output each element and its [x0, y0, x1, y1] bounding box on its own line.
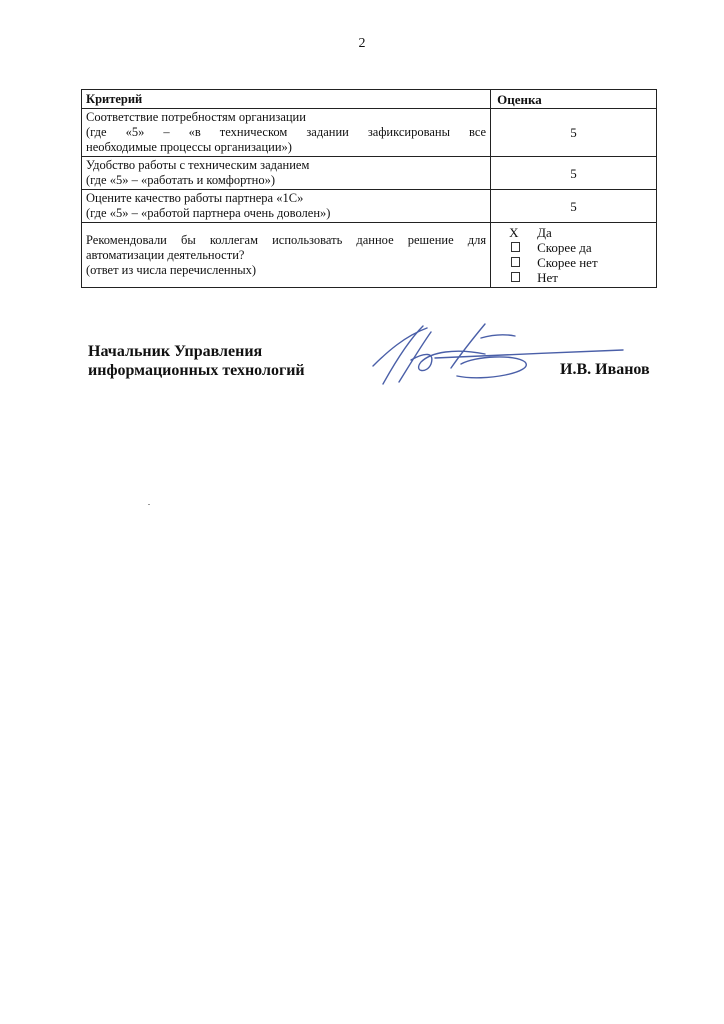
scan-speck [148, 504, 150, 505]
checkbox-icon[interactable] [511, 242, 520, 252]
question-line: Рекомендовали бы коллегам использовать данное решение для [86, 232, 487, 247]
option-label: Скорее да [537, 240, 592, 255]
criterion-line: Соответствие потребностям организации [86, 110, 306, 124]
selected-x-mark: X [509, 225, 519, 240]
recommend-options-cell [491, 223, 657, 288]
option-rather-yes[interactable] [509, 240, 652, 255]
criterion-line: (где «5» – «в техническом задании зафиксированы все [86, 125, 487, 139]
question-line: (ответ из числа перечисленных) [86, 262, 257, 277]
criterion-header: Критерий [82, 90, 491, 109]
criterion-cell [82, 190, 491, 223]
score-cell: 5 [491, 190, 657, 223]
option-no[interactable] [509, 270, 652, 285]
checkbox-icon[interactable] [511, 257, 520, 267]
option-rather-no[interactable] [509, 255, 652, 270]
table-row [82, 223, 657, 288]
page-number: 2 [358, 36, 366, 51]
signer-name: И.В. Иванов [560, 361, 650, 378]
signer-position [88, 342, 305, 380]
handwritten-signature [365, 318, 625, 390]
criterion-line: Оцените качество работы партнера «1С» [86, 191, 304, 205]
criterion-cell [82, 157, 491, 190]
position-line: информационных технологий [88, 362, 305, 379]
criterion-line: (где «5» – «работать и комфортно») [86, 173, 275, 187]
answer-options [495, 223, 652, 285]
checkbox-icon[interactable] [511, 272, 520, 282]
recommend-question-cell [82, 223, 491, 288]
option-label: Нет [537, 270, 558, 285]
criteria-table [81, 89, 657, 288]
position-line: Начальник Управления [88, 343, 263, 360]
criterion-line: необходимые процессы организации») [86, 140, 292, 154]
question-line: автоматизации деятельности? [86, 247, 245, 262]
criterion-line: (где «5» – «работой партнера очень доволен») [86, 206, 331, 220]
score-header: Оценка [491, 90, 657, 109]
option-label: Скорее нет [537, 255, 598, 270]
criterion-line: Удобство работы с техническим заданием [86, 158, 310, 172]
score-cell: 5 [491, 109, 657, 157]
table-row [82, 109, 657, 157]
table-header-row [82, 90, 657, 109]
score-cell: 5 [491, 157, 657, 190]
table-row [82, 190, 657, 223]
criterion-cell [82, 109, 491, 157]
table-row [82, 157, 657, 190]
option-yes[interactable] [509, 225, 652, 240]
option-label: Да [537, 225, 552, 240]
